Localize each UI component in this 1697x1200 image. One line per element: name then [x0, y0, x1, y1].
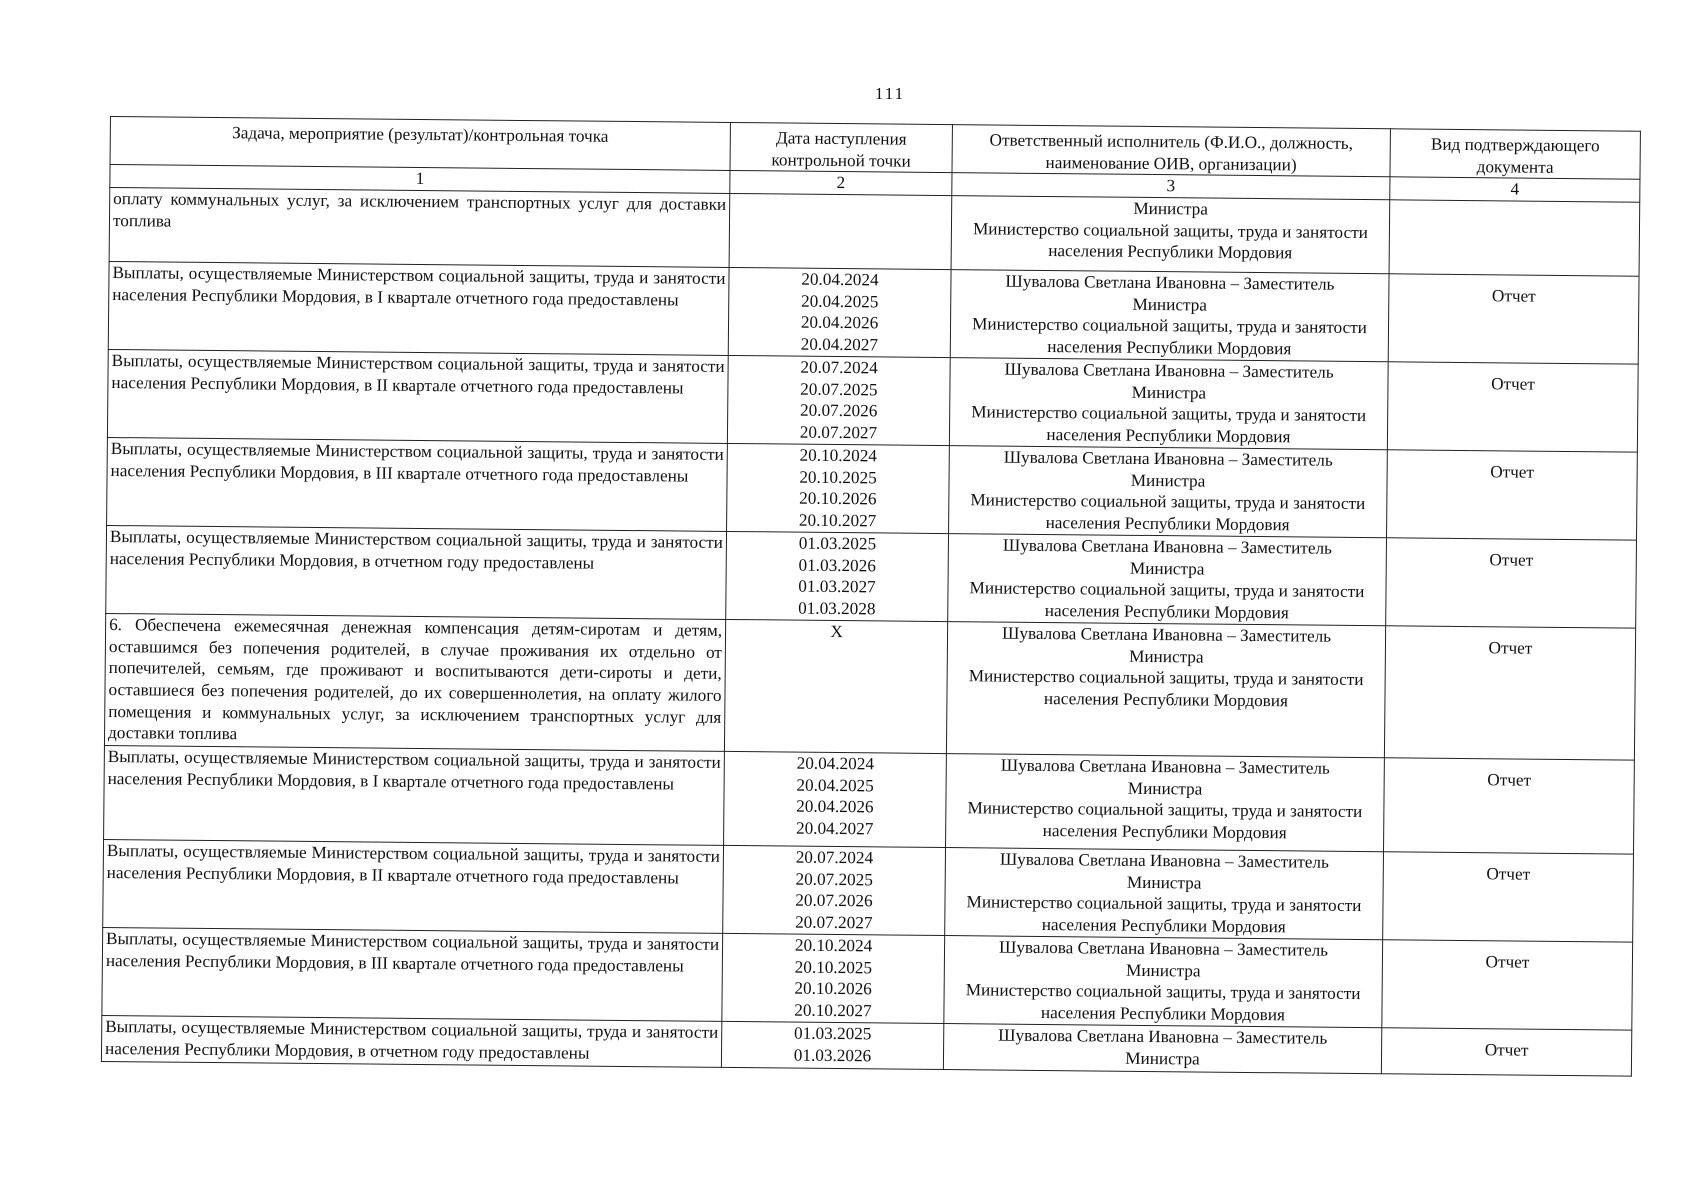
responsible-cell: [951, 196, 1390, 274]
date-cell: [722, 934, 945, 1024]
task-cell: Выплаты, осуществляемые Министерством социальной защиты, труда и занятости населения Республики Мордовия, в отчетном году предоставлены: [101, 1016, 721, 1068]
responsible-cell: [946, 622, 1385, 758]
control-date: 20.04.2027: [795, 818, 874, 839]
control-date: 01.03.2026: [793, 1045, 872, 1066]
column-number: 3: [952, 173, 1390, 200]
control-date: 20.10.2025: [794, 957, 873, 978]
date-cell: [728, 268, 951, 358]
control-date: 20.07.2026: [799, 401, 878, 421]
document-type-cell: Отчет: [1381, 1028, 1631, 1076]
table-row: [103, 840, 1634, 943]
control-date: 20.04.2026: [796, 796, 874, 817]
control-date: 20.07.2027: [799, 422, 878, 443]
task-cell: оплату коммунальных услуг, за исключением транспортных услуг для доставки топлива: [109, 188, 730, 268]
document-type-cell: Отчет: [1386, 538, 1637, 628]
document-type-cell: Отчет: [1382, 940, 1633, 1030]
responsible-person: Шувалова Светлана Ивановна – Заместитель: [1000, 755, 1330, 778]
document-type-cell: Отчет: [1387, 362, 1638, 452]
document-type-cell: Отчет: [1383, 758, 1634, 854]
table-row: [106, 526, 1637, 629]
date-cell: [726, 532, 949, 622]
control-date: 01.03.2027: [798, 577, 876, 597]
table-row: [102, 928, 1633, 1031]
document-type-cell: Отчет: [1383, 852, 1634, 942]
control-date: 20.04.2026: [800, 313, 879, 333]
column-number: 4: [1390, 177, 1640, 202]
responsible-role: Министра: [1133, 199, 1208, 219]
responsible-person: Шувалова Светлана Ивановна – Заместитель: [998, 1025, 1328, 1048]
task-cell: Выплаты, осуществляемые Министерством социальной защиты, труда и занятости населения Республики Мордовия, в II квартале отчетного года предоставлены: [107, 350, 728, 444]
responsible-person: Шувалова Светлана Ивановна – Заместитель: [1001, 623, 1332, 646]
control-date: 20.07.2025: [795, 869, 873, 890]
task-cell: Выплаты, осуществляемые Министерством социальной защиты, труда и занятости населения Республики Мордовия, в III квартале отчетного года предоставлены: [107, 438, 728, 532]
control-points-table: [101, 116, 1641, 1077]
header-date: Дата наступления контрольной точки: [730, 122, 952, 172]
column-number: 1: [110, 165, 730, 194]
task-cell: Выплаты, осуществляемые Министерством социальной защиты, труда и занятости населения Республики Мордовия, в I квартале отчетного года предоставлены: [108, 262, 729, 356]
control-date: 20.10.2026: [799, 489, 877, 509]
date-cell: [727, 444, 950, 534]
control-date: 20.04.2027: [800, 334, 879, 355]
responsible-organization: Министерство социальной защиты, труда и занятости населения Республики Мордовия: [969, 578, 1365, 623]
control-date: 20.07.2024: [800, 357, 878, 378]
column-number: 2: [730, 171, 952, 196]
responsible-role: Министра: [1129, 646, 1204, 667]
responsible-organization: Министерство социальной защиты, труда и занятости населения Республики Мордовия: [965, 980, 1361, 1025]
header-responsible: Ответственный исполнитель (Ф.И.О., должность, наименование ОИВ, организации): [952, 125, 1390, 177]
control-date: 20.10.2025: [799, 467, 877, 488]
control-date: 01.03.2028: [798, 598, 876, 619]
document-type-cell: Отчет: [1387, 450, 1638, 540]
control-date: 01.03.2025: [798, 533, 877, 554]
responsible-role: Министра: [1129, 558, 1205, 579]
responsible-role: Министра: [1131, 382, 1207, 403]
task-cell: 6. Обеспечена ежемесячная денежная компенсация детям-сиротам и детям, оставшимся без попечения родителей, в случае проживания их отдельно от попечителей, семьям, где проживают и воспитываются дети-сироты и дети, оставшиеся без попечения родителей, до их совершеннолетия, на оплату жилого помещения и коммунальных услуг, за исключением транспортных услуг для доставки топлива: [104, 614, 725, 752]
date-cell: [721, 1022, 943, 1070]
control-date: 20.10.2027: [794, 1000, 872, 1021]
control-date: 20.10.2027: [798, 510, 877, 531]
task-cell: Выплаты, осуществляемые Министерством социальной защиты, труда и занятости населения Республики Мордовия, в II квартале отчетного года предоставлены: [103, 840, 724, 934]
control-date: 20.04.2024: [801, 269, 879, 290]
responsible-organization: Министерство социальной защиты, труда и занятости населения Республики Мордовия: [972, 219, 1368, 263]
responsible-organization: Министерство социальной защиты, труда и занятости населения Республики Мордовия: [972, 314, 1368, 359]
table-row: [104, 746, 1635, 855]
date-cell: [729, 194, 952, 270]
table-row: [104, 614, 1635, 761]
table-row: [108, 262, 1639, 365]
date-cell: [723, 846, 946, 936]
date-cell: [724, 620, 947, 754]
control-date: 01.03.2026: [798, 555, 876, 576]
control-date: 20.10.2026: [794, 978, 872, 999]
responsible-cell: [949, 446, 1388, 538]
task-cell: Выплаты, осуществляемые Министерством социальной защиты, труда и занятости населения Республики Мордовия, в I квартале отчетного года предоставлены: [104, 746, 725, 846]
responsible-role: Министра: [1127, 778, 1203, 799]
control-date: 20.07.2024: [795, 847, 874, 868]
control-date: X: [830, 622, 843, 642]
document-type-cell: Отчет: [1384, 626, 1635, 760]
responsible-organization: Министерство социальной защиты, труда и занятости населения Республики Мордовия: [970, 490, 1366, 535]
date-cell: [724, 752, 947, 848]
responsible-organization: Министерство социальной защиты, труда и занятости населения Республики Мордовия: [967, 798, 1363, 843]
control-date: 20.04.2025: [800, 291, 879, 312]
control-date: 20.04.2025: [796, 775, 874, 796]
responsible-organization: Министерство социальной защиты, труда и занятости населения Республики Мордовия: [971, 402, 1367, 447]
responsible-role: Министра: [1132, 294, 1208, 315]
control-date: 20.10.2024: [794, 935, 873, 956]
table-body: [101, 188, 1639, 1077]
page-number: 111: [874, 84, 906, 103]
responsible-role: Министра: [1125, 1048, 1200, 1069]
responsible-role: Министра: [1126, 872, 1202, 893]
responsible-person: Шувалова Светлана Ивановна – Заместитель: [1003, 447, 1333, 470]
responsible-person: Шувалова Светлана Ивановна – Заместитель: [999, 849, 1329, 872]
responsible-cell: [943, 1024, 1381, 1074]
responsible-cell: [944, 936, 1383, 1028]
header-task: Задача, мероприятие (результат)/контрольная точка: [110, 117, 730, 171]
control-date: 20.10.2024: [799, 445, 878, 466]
date-cell: [727, 356, 950, 446]
document-type-cell: Отчет: [1388, 274, 1639, 364]
task-cell: Выплаты, осуществляемые Министерством социальной защиты, труда и занятости населения Республики Мордовия, в III квартале отчетного года предоставлены: [102, 928, 723, 1022]
responsible-person: Шувалова Светлана Ивановна – Заместитель: [1004, 359, 1334, 382]
control-date: 20.07.2027: [795, 912, 873, 933]
document-type-cell: [1389, 200, 1640, 276]
responsible-organization: Министерство социальной защиты, труда и занятости населения Республики Мордовия: [966, 892, 1362, 937]
control-date: 01.03.2025: [793, 1023, 872, 1044]
responsible-person: Шувалова Светлана Ивановна – Заместитель: [1002, 535, 1333, 558]
responsible-cell: [950, 270, 1389, 362]
responsible-organization: Министерство социальной защиты, труда и занятости населения Республики Мордовия: [968, 666, 1364, 711]
responsible-role: Министра: [1126, 960, 1201, 981]
responsible-cell: [949, 358, 1388, 450]
control-date: 20.07.2025: [800, 379, 878, 400]
task-cell: Выплаты, осуществляемые Министерством социальной защиты, труда и занятости населения Республики Мордовия, в отчетном году предоставлены: [106, 526, 727, 620]
responsible-cell: [948, 534, 1387, 626]
responsible-person: Шувалова Светлана Ивановна – Заместитель: [1005, 271, 1335, 294]
table-row: [107, 438, 1638, 541]
control-date: 20.04.2024: [796, 753, 875, 774]
responsible-person: Шувалова Светлана Ивановна – Заместитель: [998, 937, 1329, 960]
header-document: Вид подтверждающего документа: [1390, 129, 1640, 180]
table-row: [107, 350, 1638, 453]
control-date: 20.07.2026: [795, 890, 873, 911]
responsible-cell: [946, 754, 1385, 852]
responsible-role: Министра: [1130, 470, 1206, 491]
responsible-cell: [945, 848, 1384, 940]
